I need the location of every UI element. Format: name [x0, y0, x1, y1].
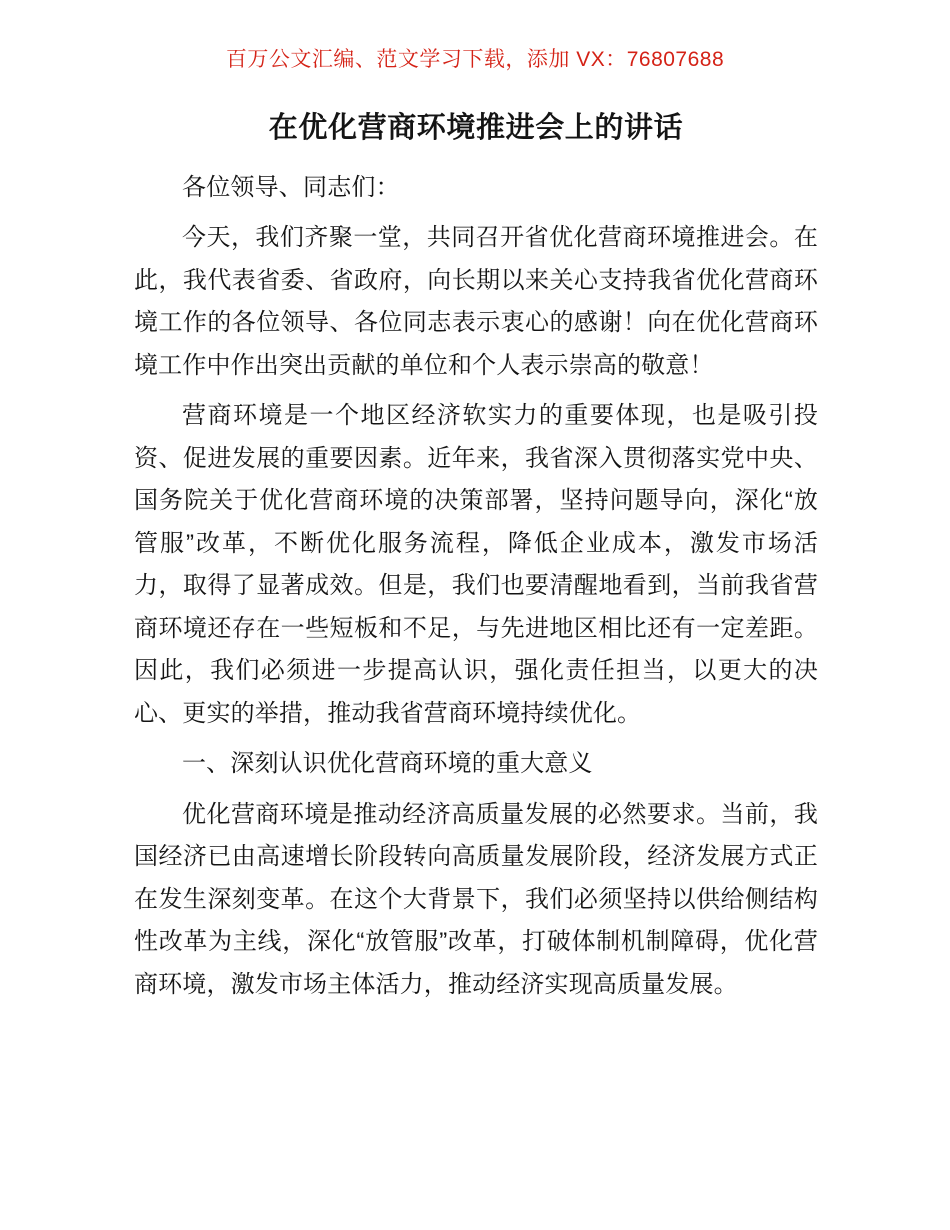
document-body	[134, 105, 818, 1014]
body-paragraph-2: 营商环境是一个地区经济软实力的重要体现，也是吸引投资、促进发展的重要因素。近年来，我省深入贯彻落实党中央、国务院关于优化营商环境的决策部署，坚持问题导向，深化“放管服”改革，不断优化服务流程，降低企业成本，激发市场活力，取得了显著成效。但是，我们也要清醒地看到，当前我省营商环境还存在一些短板和不足，与先进地区相比还有一定差距。因此，我们必须进一步提高认识，强化责任担当，以更大的决心、更实的举措，推动我省营商环境持续优化。	[134, 402, 818, 727]
section-heading-1: 一、深刻认识优化营商环境的重大意义	[182, 750, 593, 777]
body-paragraph-1: 今天，我们齐聚一堂，共同召开省优化营商环境推进会。在此，我代表省委、省政府，向长期以来关心支持我省优化营商环境工作的各位领导、各位同志表示衷心的感谢！向在优化营商环境工作中作出突出贡献的单位和个人表示崇高的敬意！	[134, 224, 818, 379]
promo-banner-text: 百万公文汇编、范文学习下载，添加 VX：76807688	[225, 48, 725, 71]
salutation: 各位领导、同志们：	[182, 174, 400, 201]
section-paragraph-1: 优化营商环境是推动经济高质量发展的必然要求。当前，我国经济已由高速增长阶段转向高质量发展阶段，经济发展方式正在发生深刻变革。在这个大背景下，我们必须坚持以供给侧结构性改革为主线，深化“放管服”改革，打破体制机制障碍，优化营商环境，激发市场主体活力，推动经济实现高质量发展。	[134, 800, 818, 998]
page-title: 在优化营商环境推进会上的讲话	[268, 112, 684, 144]
